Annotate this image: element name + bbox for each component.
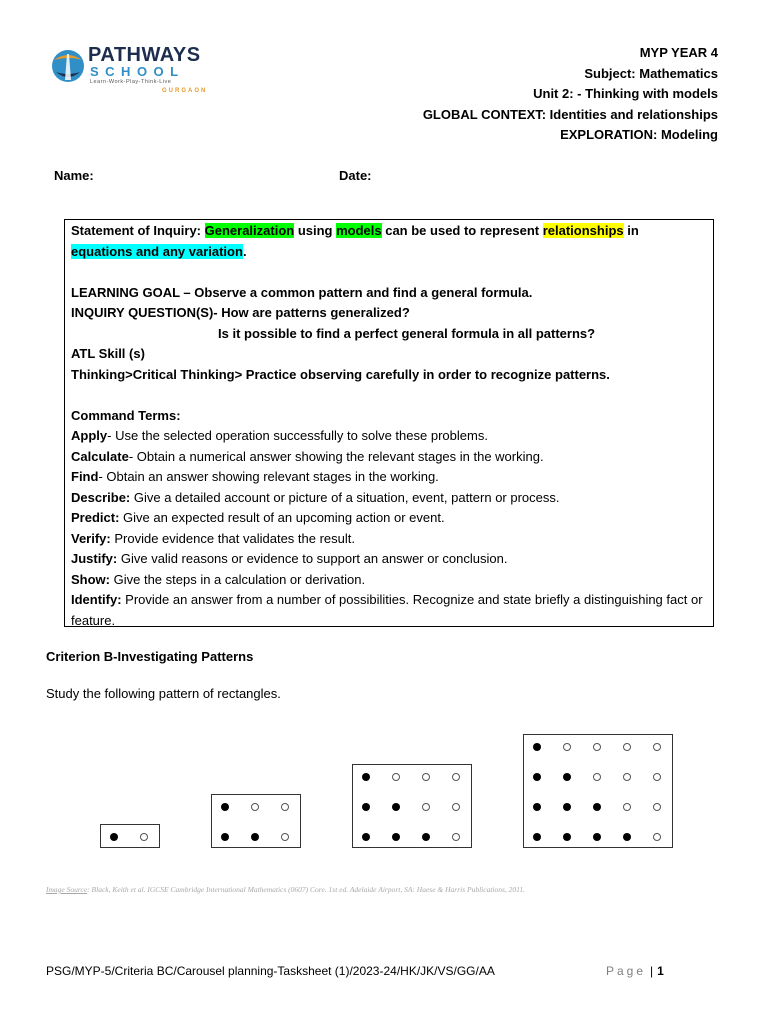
hollow-dot [392,773,400,781]
filled-dot [533,773,541,781]
header-exploration: EXPLORATION: Modeling [560,127,718,142]
highlight-models: models [336,223,382,238]
hollow-dot [140,833,148,841]
pattern-rectangle [523,734,673,848]
filled-dot [422,833,430,841]
image-source-label: Image Source [46,885,88,894]
pattern-rectangle [352,764,472,848]
command-term: Identify: Provide an answer from a number of possibilities. Recognize and state briefly a distinguishing fact or feature. [71,592,703,628]
hollow-dot [593,773,601,781]
hollow-dot [281,803,289,811]
filled-dot [563,803,571,811]
hollow-dot [422,773,430,781]
hollow-dot [653,773,661,781]
filled-dot [362,833,370,841]
header-subject: Subject: Mathematics [584,65,718,81]
command-term: Find- Obtain an answer showing relevant stages in the working. [71,469,439,484]
hollow-dot [623,803,631,811]
filled-dot [362,773,370,781]
command-term: Apply- Use the selected operation successfully to solve these problems. [71,428,488,443]
hollow-dot [281,833,289,841]
inquiry-question-2: Is it possible to find a perfect general formula in all patterns? [218,325,596,341]
filled-dot [110,833,118,841]
date-label: Date: [339,168,372,183]
hollow-dot [623,773,631,781]
filled-dot [221,803,229,811]
criterion-heading: Criterion B-Investigating Patterns [46,649,254,664]
learning-goal: LEARNING GOAL – Observe a common pattern and find a general formula. [71,284,533,300]
logo-school: SCHOOL [90,64,185,79]
filled-dot [593,803,601,811]
pattern-rectangle [211,794,301,848]
filled-dot [563,773,571,781]
filled-dot [593,833,601,841]
command-term: Verify: Provide evidence that validates the result. [71,530,356,546]
instruction-text: Study the following pattern of rectangles. [46,686,281,701]
statement-of-inquiry-cont: equations and any variation. [71,243,247,259]
document-header [423,43,718,146]
filled-dot [533,833,541,841]
command-terms-title: Command Terms: [71,407,181,423]
logo-city: GURGAON [162,88,208,94]
logo-tagline: Learn-Work-Play-Think-Live [90,79,172,85]
command-term: Justify: Give valid reasons or evidence to support an answer or conclusion. [71,551,508,566]
filled-dot [563,833,571,841]
hollow-dot [623,743,631,751]
filled-dot [362,803,370,811]
filled-dot [623,833,631,841]
logo-name: PATHWAYS [88,44,201,66]
hollow-dot [653,833,661,841]
hollow-dot [452,833,460,841]
page-number [606,964,664,978]
highlight-generalization: Generalization [204,223,295,238]
atl-title: ATL Skill (s) [71,346,145,361]
command-term: Predict: Give an expected result of an upcoming action or event. [71,510,445,525]
hollow-dot [452,773,460,781]
filled-dot [392,833,400,841]
statement-of-inquiry-box [64,219,714,627]
name-label: Name: [54,168,94,183]
header-unit: Unit 2: - Thinking with models [533,86,718,101]
hollow-dot [653,743,661,751]
highlight-equations: equations and any variation [71,243,243,259]
page-separator: | [650,964,654,978]
image-source-text: : Black, Keith et al. IGCSE Cambridge International Mathematics (0607) Core. 1st ed. Adelaide Airport, SA: Haese & Harris Publications, 2011. [87,885,525,894]
hollow-dot [653,803,661,811]
hollow-dot [251,803,259,811]
page-label: Page [606,964,647,978]
filled-dot [533,743,541,751]
header-global-context: GLOBAL CONTEXT: Identities and relationships [422,106,718,122]
footer-path: PSG/MYP-5/Criteria BC/Carousel planning-Tasksheet (1)/2023-24/HK/JK/VS/GG/AA [46,964,495,978]
filled-dot [392,803,400,811]
hollow-dot [452,803,460,811]
hollow-dot [593,743,601,751]
globe-logo-icon [50,46,86,86]
page-number-value: 1 [657,964,664,978]
filled-dot [221,833,229,841]
image-source [46,885,525,894]
filled-dot [533,803,541,811]
command-term: Describe: Give a detailed account or picture of a situation, event, pattern or process. [71,489,560,505]
command-term: Calculate- Obtain a numerical answer showing the relevant stages in the working. [71,448,544,464]
highlight-relationships: relationships [542,223,624,238]
statement-of-inquiry: Statement of Inquiry: Generalization using models can be used to represent relationships in [71,223,639,238]
hollow-dot [563,743,571,751]
filled-dot [251,833,259,841]
school-logo [50,44,208,100]
header-year: MYP YEAR 4 [639,45,718,60]
inquiry-question-1: INQUIRY QUESTION(S)- How are patterns generalized? [71,305,410,320]
command-term: Show: Give the steps in a calculation or derivation. [71,571,366,587]
pattern-rectangle [100,824,160,848]
atl-text: Thinking>Critical Thinking> Practice observing carefully in order to recognize patterns. [71,366,610,382]
hollow-dot [422,803,430,811]
